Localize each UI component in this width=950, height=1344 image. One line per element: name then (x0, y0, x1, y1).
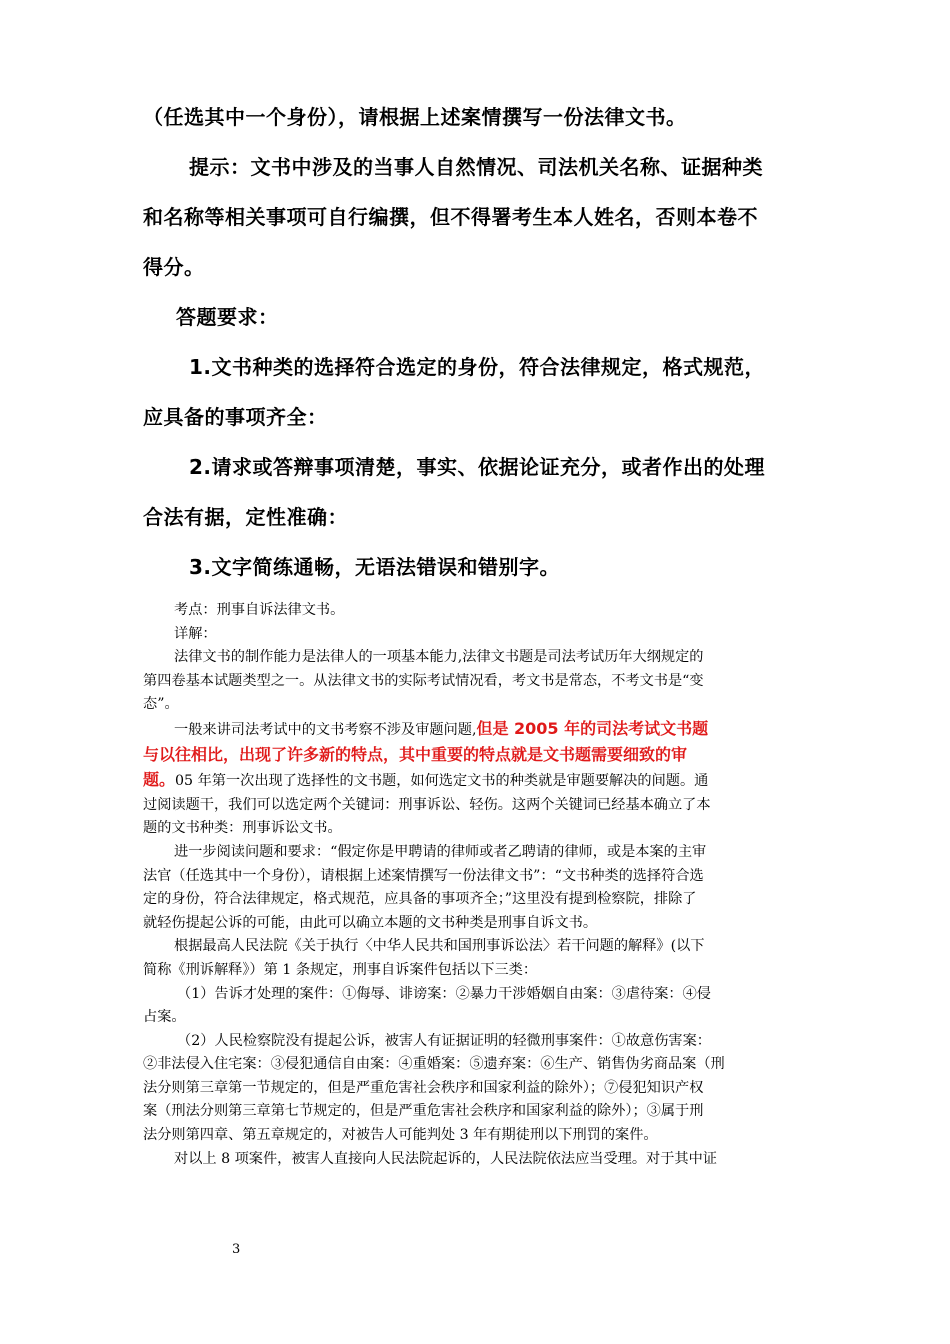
paragraph-line (143, 768, 813, 794)
highlighted-text: 但是 2005 年的司法考试文书题 (476, 718, 709, 738)
paragraph-line: 第四卷基本试题类型之一。从法律文书的实际考试情况看，考文书是常态，不考文书是“变 (143, 672, 704, 689)
paragraph-line: 对以上 8 项案件，被害人直接向人民法院起诉的，人民法院依法应当受理。对于其中证 (174, 1150, 717, 1167)
tip-line: 得分。 (143, 255, 205, 279)
list-item-line: 法分则第四章、第五章规定的，对被告人可能判处 3 年有期徒刑以下刑罚的案件。 (143, 1127, 658, 1144)
paragraph-line: 简称《刑诉解释》）第 1 条规定，刑事自诉案件包括以下三类： (143, 961, 538, 978)
paragraph-line: 过阅读题干，我们可以选定两个关键词：刑事诉讼、轻伤。这两个关键词已经基本确立了本 (143, 796, 711, 813)
paragraph-line: 定的身份，符合法律规定，格式规范，应具备的事项齐全；”这里没有提到检察院，排除了 (143, 891, 697, 908)
requirement-item: 1.文书种类的选择符合选定的身份，符合法律规定，格式规范， (189, 355, 766, 379)
question-line: （任选其中一个身份），请根据上述案情撰写一份法律文书。 (143, 105, 687, 129)
list-item-line: 法分则第三章第一节规定的，但是严重危害社会秩序和国家利益的除外）；⑦侵犯知识产权 (143, 1079, 704, 1096)
requirement-item: 合法有据，定性准确： (143, 505, 348, 529)
requirement-item: 3.文字简练通畅，无语法错误和错别字。 (189, 555, 561, 579)
page-number: 3 (232, 1242, 241, 1257)
normal-text: 一般来讲司法考试中的文书考察不涉及审题问题, (174, 721, 477, 738)
tip-line: 提示：文书中涉及的当事人自然情况、司法机关名称、证据种类 (189, 155, 763, 179)
exam-point: 考点：刑事自诉法律文书。 (174, 602, 345, 618)
paragraph-line: 就轻伤提起公诉的可能，由此可以确立本题的文书种类是刑事自诉文书。 (143, 914, 598, 931)
paragraph-line (143, 717, 813, 743)
list-item-line: 案（刑法分则第三章第七节规定的，但是严重危害社会秩序和国家利益的除外）；③属于刑 (143, 1103, 704, 1120)
analysis-section (143, 599, 813, 1171)
highlighted-text: 题。 (143, 770, 176, 790)
list-item-line: 占案。 (143, 1009, 186, 1026)
detail-label: 详解： (174, 625, 217, 642)
paragraph-line: 进一步阅读问题和要求：“假定你是甲聘请的律师或者乙聘请的律师，或是本案的主审 (174, 843, 707, 860)
list-item-line: （2）人民检察院没有提起公诉，被害人有证据证明的轻微刑事案件：①故意伤害案： (177, 1032, 711, 1049)
exam-question-section (143, 92, 818, 592)
paragraph-line: 根据最高人民法院《关于执行〈中华人民共和国刑事诉讼法〉若干问题的解释》(以下 (174, 938, 705, 955)
list-item-line: （1）告诉才处理的案件：①侮辱、诽谤案：②暴力干涉婚姻自由案：③虐待案：④侵 (177, 985, 711, 1002)
list-item-line: ②非法侵入住宅案：③侵犯通信自由案：④重婚案：⑤遗弃案：⑥生产、销售伪劣商品案（刑 (143, 1056, 725, 1073)
requirement-item: 应具备的事项齐全： (143, 405, 328, 429)
tip-line: 和名称等相关事项可自行编撰，但不得署考生本人姓名，否则本卷不 (143, 205, 758, 229)
paragraph-line: 题的文书种类：刑事诉讼文书。 (143, 820, 342, 837)
paragraph-line: 态”。 (143, 696, 179, 713)
requirement-item: 2.请求或答辩事项清楚，事实、依据论证充分，或者作出的处理 (189, 455, 766, 479)
paragraph-line: 法官（任选其中一个身份），请根据上述案情撰写一份法律文书”：“文书种类的选择符合选 (143, 867, 704, 884)
paragraph-line: 法律文书的制作能力是法律人的一项基本能力,法律文书题是司法考试历年大纲规定的 (174, 649, 704, 666)
normal-text: 05 年第一次出现了选择性的文书题，如何选定文书的种类就是审题要解决的间题。通 (175, 773, 709, 790)
paragraph-line (143, 743, 813, 769)
requirements-title: 答题要求： (176, 305, 279, 329)
highlighted-text: 与以往相比，出现了许多新的特点，其中重要的特点就是文书题需要细致的审 (143, 744, 688, 764)
